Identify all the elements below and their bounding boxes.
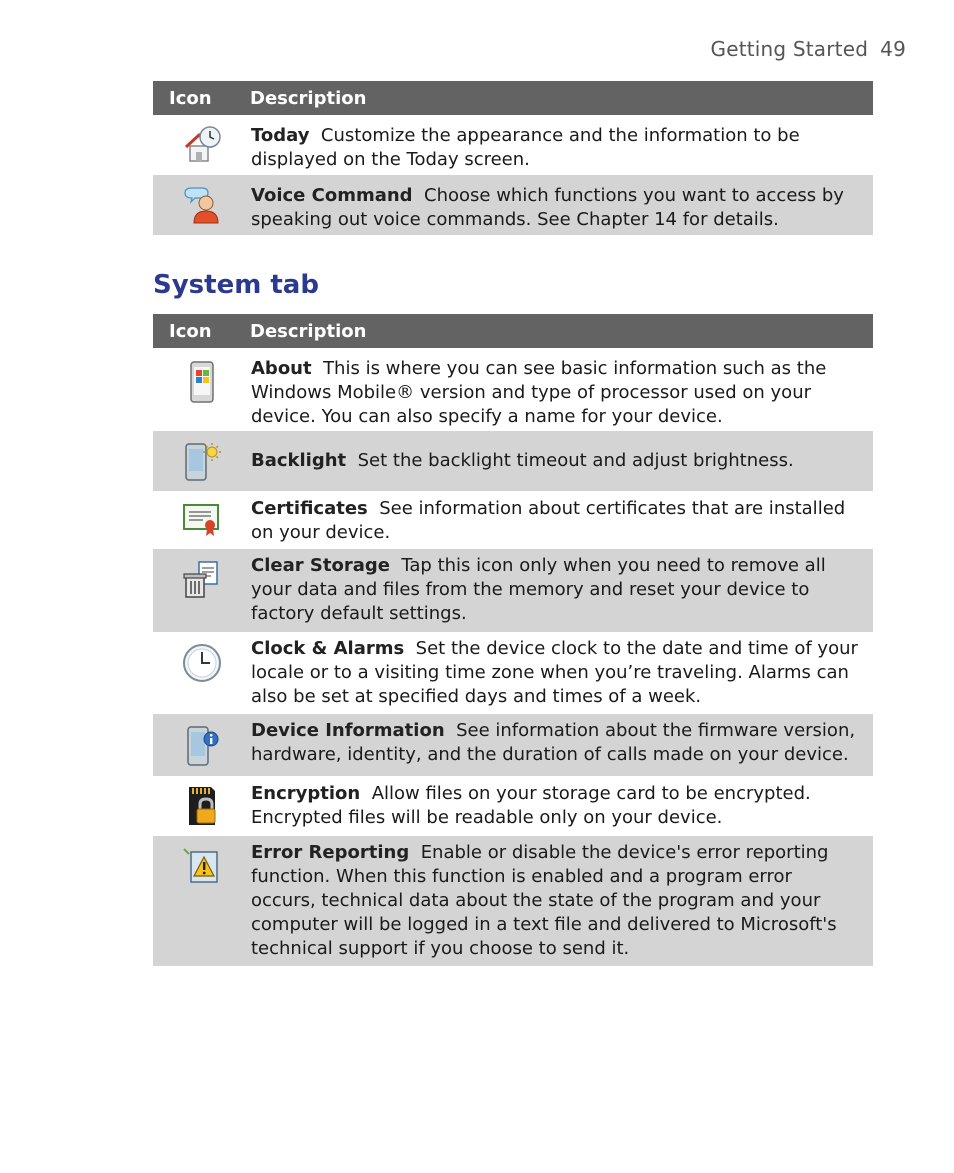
column-header-description: Description (250, 314, 873, 348)
page-number: 49 (880, 37, 906, 61)
icon-cell (153, 632, 250, 714)
table-header-row (153, 81, 873, 115)
item-name: Clear Storage (251, 555, 390, 576)
icon-cell (153, 175, 250, 235)
description-cell (250, 491, 873, 549)
table-row (153, 491, 873, 549)
certificate-icon (181, 502, 223, 538)
item-name: Today (251, 125, 310, 146)
description-cell (250, 115, 873, 175)
table-row (153, 115, 873, 175)
system-tab-icon-table (153, 314, 873, 966)
description-cell (250, 714, 873, 776)
clear-storage-trash-icon (181, 559, 223, 601)
table-row (153, 431, 873, 491)
description-cell (250, 549, 873, 632)
table-row (153, 348, 873, 431)
item-description: See information about the firmware version, hardware, identity, and the duration of calls made on your device. (251, 720, 856, 765)
running-head (711, 37, 907, 61)
description-cell (250, 431, 873, 491)
icon-cell (153, 776, 250, 836)
item-name: Encryption (251, 783, 361, 804)
item-name: About (251, 358, 312, 379)
description-cell (250, 836, 873, 966)
table-row (153, 714, 873, 776)
icon-cell (153, 115, 250, 175)
error-reporting-warning-icon (181, 846, 223, 888)
description-cell (250, 348, 873, 431)
item-name: Voice Command (251, 185, 413, 206)
table-row (153, 776, 873, 836)
item-description: Choose which functions you want to access by speaking out voice commands. See Chapter 14 for details. (251, 185, 844, 230)
item-description: Tap this icon only when you need to remove all your data and files from the memory and reset your device to factory default settings. (251, 555, 826, 624)
device-information-icon (181, 723, 223, 769)
column-header-icon: Icon (153, 81, 250, 115)
table-row (153, 836, 873, 966)
item-description: This is where you can see basic information such as the Windows Mobile® version and type of processor used on your device. You can also specify a name for your device. (251, 358, 827, 427)
section-title: System tab (153, 270, 319, 300)
item-description: Set the backlight timeout and adjust brightness. (357, 450, 794, 471)
table-row (153, 632, 873, 714)
icon-cell (153, 348, 250, 431)
description-cell (250, 175, 873, 235)
column-header-description: Description (250, 81, 873, 115)
item-name: Clock & Alarms (251, 638, 405, 659)
top-icon-table (153, 81, 873, 235)
clock-icon (181, 642, 223, 684)
column-header-icon: Icon (153, 314, 250, 348)
running-head-section: Getting Started (710, 37, 869, 61)
about-windows-device-icon (182, 360, 222, 404)
item-name: Device Information (251, 720, 445, 741)
encryption-lock-card-icon (183, 785, 221, 827)
backlight-device-icon (180, 440, 224, 482)
icon-cell (153, 714, 250, 776)
item-description: See information about certificates that are installed on your device. (251, 498, 846, 543)
today-house-clock-icon (182, 125, 222, 165)
item-description: Customize the appearance and the information to be displayed on the Today screen. (251, 125, 800, 170)
item-name: Error Reporting (251, 842, 410, 863)
description-cell (250, 776, 873, 836)
item-name: Certificates (251, 498, 368, 519)
description-cell (250, 632, 873, 714)
icon-cell (153, 549, 250, 632)
item-description: Set the device clock to the date and time of your locale or to a visiting time zone when you’re traveling. Alarms can also be set at specified days and times of a week. (251, 638, 858, 707)
item-description: Enable or disable the device's error reporting function. When this function is enabled and a program error occurs, technical data about the state of the program and your computer will be logged in a text file and delivered to Microsoft's technical support if you choose to send it. (251, 842, 837, 959)
item-description: Allow files on your storage card to be encrypted. Encrypted files will be readable only on your device. (251, 783, 811, 828)
icon-cell (153, 836, 250, 966)
icon-cell (153, 491, 250, 549)
table-row (153, 175, 873, 235)
item-name: Backlight (251, 450, 347, 471)
table-row (153, 549, 873, 632)
icon-cell (153, 431, 250, 491)
voice-command-person-icon (182, 185, 222, 225)
table-header-row (153, 314, 873, 348)
